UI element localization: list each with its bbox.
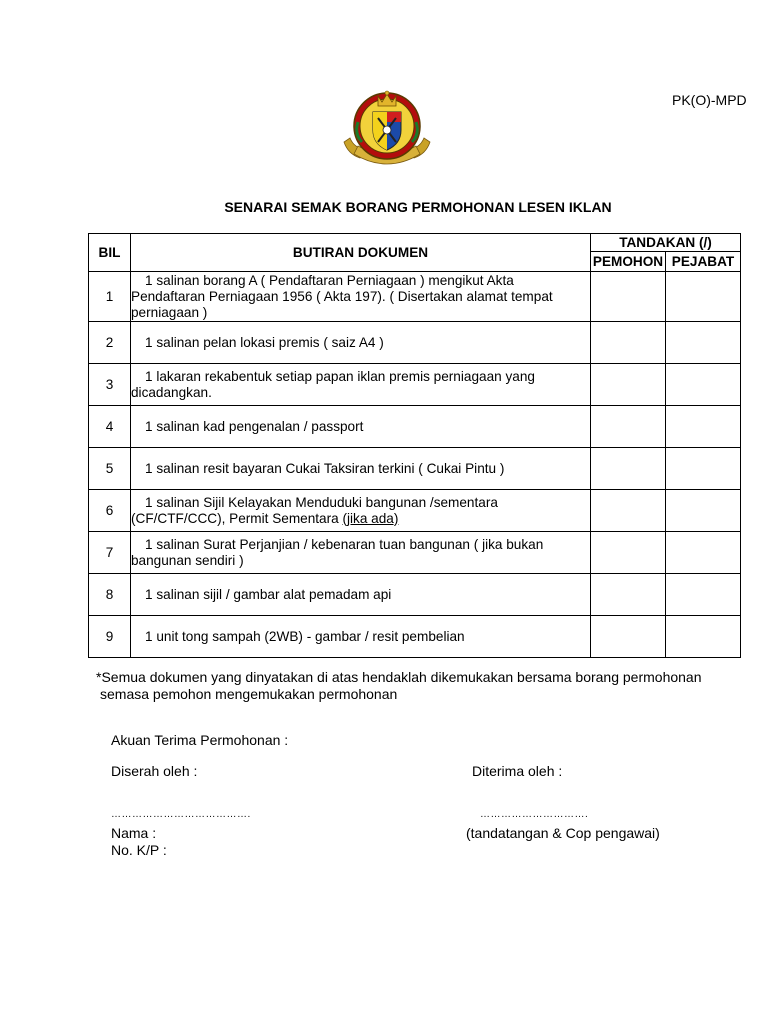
column-header-document: BUTIRAN DOKUMEN (131, 234, 591, 272)
table-row (89, 574, 741, 616)
column-header-tick: TANDAKAN (/) (591, 234, 741, 252)
submitter-signature-line: …………………………………. (111, 809, 251, 820)
row-number: 7 (89, 532, 131, 574)
table-row (89, 272, 741, 322)
row-description-text: 1 salinan Sijil Kelayakan Menduduki bangunan /sementara (CF/CTF/CCC), Permit Sementara (131, 494, 498, 526)
office-tick-box[interactable] (666, 448, 741, 490)
row-description-text: 1 salinan borang A ( Pendaftaran Perniagaan ) mengikut Akta Pendaftaran Perniagaan 1956 ( Akta 197). ( Disertakan alamat tempat perniagaan ) (131, 272, 553, 320)
table-row (89, 406, 741, 448)
row-description (131, 364, 591, 406)
note-line-2: semasa pemohon mengemukakan permohonan (100, 686, 398, 702)
officer-signature-label: (tandatangan & Cop pengawai) (466, 825, 660, 841)
applicant-tick-box[interactable] (591, 448, 666, 490)
row-description-text: 1 salinan pelan lokasi premis ( saiz A4 ) (145, 334, 384, 350)
row-description-optional-note: (jika ada) (342, 510, 399, 526)
column-header-office: PEJABAT (666, 252, 741, 272)
row-description-text: 1 salinan kad pengenalan / passport (145, 418, 364, 434)
row-description (131, 322, 591, 364)
applicant-tick-box[interactable] (591, 272, 666, 322)
reference-code: PK(O)-MPD (672, 92, 747, 108)
applicant-tick-box[interactable] (591, 616, 666, 658)
form-title: SENARAI SEMAK BORANG PERMOHONAN LESEN IKLAN (224, 199, 612, 215)
name-label: Nama : (111, 825, 157, 841)
applicant-tick-box[interactable] (591, 490, 666, 532)
row-description-text: 1 unit tong sampah (2WB) - gambar / resit pembelian (145, 628, 465, 644)
row-description-text: 1 salinan resit bayaran Cukai Taksiran terkini ( Cukai Pintu ) (145, 460, 505, 476)
office-tick-box[interactable] (666, 574, 741, 616)
council-crest-logo (340, 82, 434, 174)
row-description-text: 1 salinan Surat Perjanjian / kebenaran tuan bangunan ( jika bukan bangunan sendiri ) (131, 536, 544, 568)
row-number: 9 (89, 616, 131, 658)
row-description (131, 616, 591, 658)
row-description-text: 1 lakaran rekabentuk setiap papan iklan premis perniagaan yang dicadangkan. (131, 368, 535, 400)
applicant-tick-box[interactable] (591, 406, 666, 448)
table-row (89, 532, 741, 574)
applicant-tick-box[interactable] (591, 322, 666, 364)
row-number: 6 (89, 490, 131, 532)
acknowledgement-title: Akuan Terima Permohonan : (111, 732, 289, 748)
row-number: 1 (89, 272, 131, 322)
row-description (131, 490, 591, 532)
note-line-1: *Semua dokumen yang dinyatakan di atas hendaklah dikemukakan bersama borang permohonan (96, 669, 702, 685)
row-number: 2 (89, 322, 131, 364)
office-tick-box[interactable] (666, 616, 741, 658)
document-checklist-table (88, 233, 741, 658)
row-number: 8 (89, 574, 131, 616)
column-header-applicant: PEMOHON (591, 252, 666, 272)
row-number: 4 (89, 406, 131, 448)
table-row (89, 448, 741, 490)
table-row (89, 490, 741, 532)
column-header-bil: BIL (89, 234, 131, 272)
row-description (131, 272, 591, 322)
table-header-row (89, 234, 741, 252)
row-description-text: 1 salinan sijil / gambar alat pemadam api (145, 586, 392, 602)
row-description (131, 406, 591, 448)
receiver-signature-line: …………………………. (480, 809, 589, 820)
row-description (131, 532, 591, 574)
submission-note (96, 669, 736, 703)
submitted-by-label: Diserah oleh : (111, 763, 198, 779)
table-row (89, 616, 741, 658)
office-tick-box[interactable] (666, 272, 741, 322)
applicant-tick-box[interactable] (591, 532, 666, 574)
office-tick-box[interactable] (666, 322, 741, 364)
office-tick-box[interactable] (666, 532, 741, 574)
applicant-tick-box[interactable] (591, 364, 666, 406)
row-description (131, 574, 591, 616)
table-row (89, 322, 741, 364)
office-tick-box[interactable] (666, 364, 741, 406)
row-number: 3 (89, 364, 131, 406)
office-tick-box[interactable] (666, 406, 741, 448)
table-row (89, 364, 741, 406)
office-tick-box[interactable] (666, 490, 741, 532)
row-number: 5 (89, 448, 131, 490)
ic-number-label: No. K/P : (111, 842, 167, 858)
received-by-label: Diterima oleh : (472, 763, 563, 779)
row-description (131, 448, 591, 490)
applicant-tick-box[interactable] (591, 574, 666, 616)
